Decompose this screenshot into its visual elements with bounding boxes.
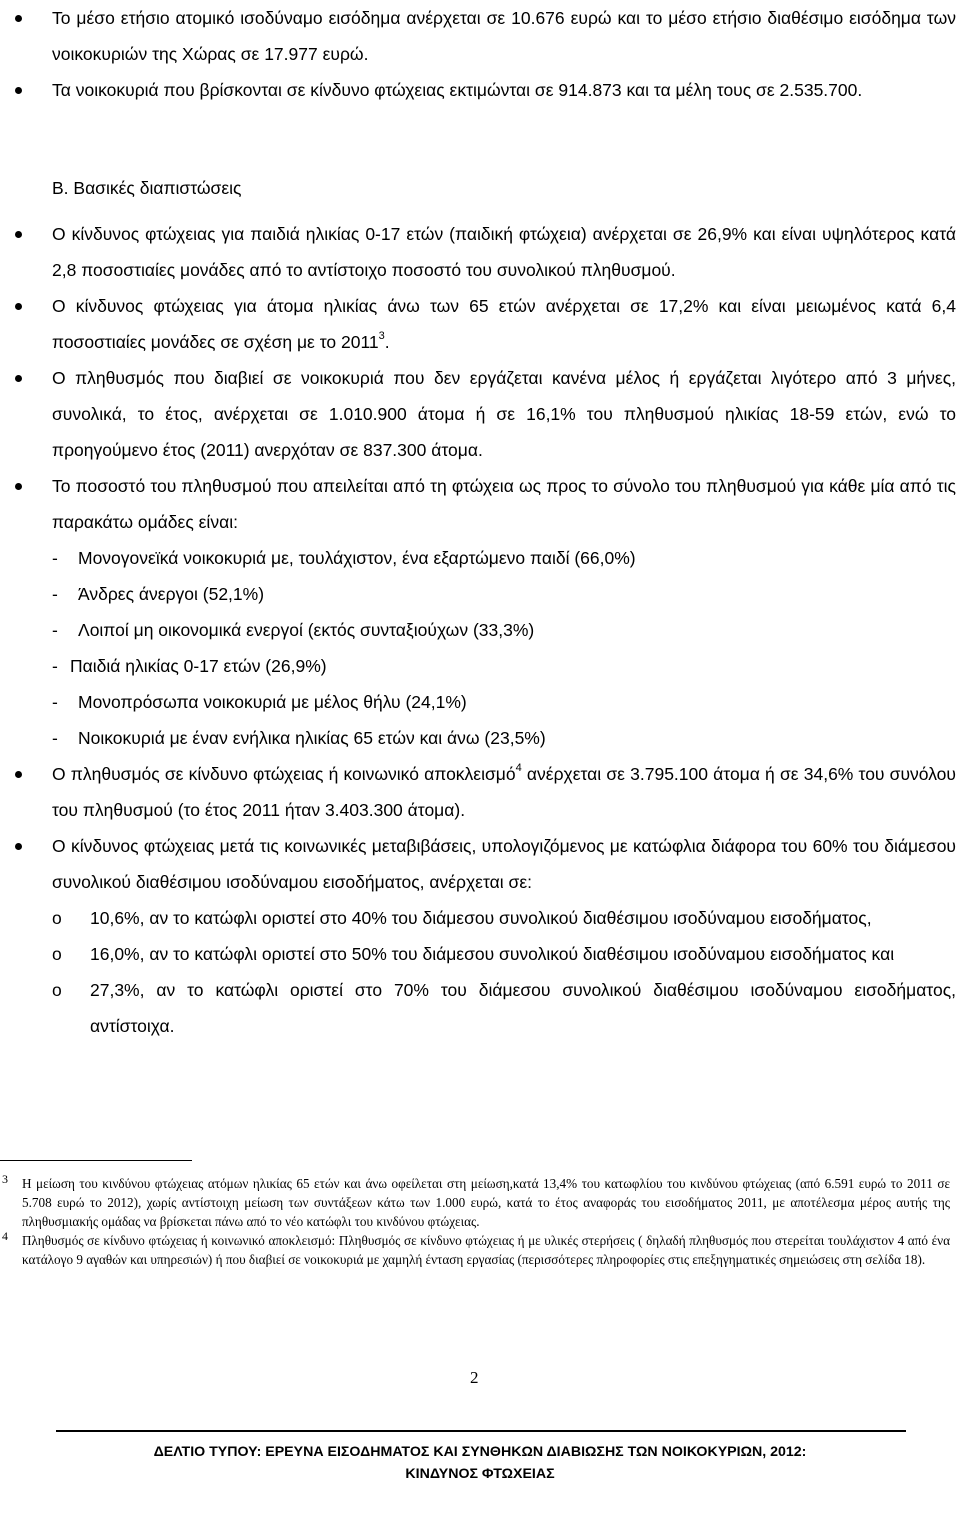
findings-list bbox=[0, 216, 958, 1044]
footer bbox=[0, 1441, 960, 1485]
footer-line-2: ΚΙΝΔΥΝΟΣ ΦΤΩΧΕΙΑΣ bbox=[405, 1466, 555, 1482]
intro-bullet-item bbox=[0, 72, 958, 108]
footnotes bbox=[0, 1174, 950, 1269]
dash-marker: - bbox=[52, 548, 58, 568]
footnote-3 bbox=[0, 1174, 950, 1231]
finding-item bbox=[0, 828, 958, 1044]
group-item bbox=[52, 576, 956, 612]
group-text: Μονοπρόσωπα νοικοκυριά με μέλος θήλυ (24,1%) bbox=[78, 692, 467, 712]
footnote-ref-4[interactable]: 4 bbox=[515, 762, 522, 774]
finding-text: Ο πληθυσμός που διαβιεί σε νοικοκυριά που δεν εργάζεται κανένα μέλος ή εργάζεται λιγότερο από 3 μήνες, συνολικά, το έτος, ανέρχεται σε 1.010.900 άτομα ή σε 16,1% του πληθυσμού ηλικίας 18-59 ετών, ενώ το προηγούμενο έτος (2011) ανερχόταν σε 837.300 άτομα. bbox=[52, 368, 956, 460]
bullet-icon bbox=[15, 843, 22, 850]
finding-text-end: . bbox=[384, 332, 390, 352]
bullet-icon bbox=[15, 375, 22, 382]
footer-line-1: ΔΕΛΤΙΟ ΤΥΠΟΥ: ΕΡΕΥΝΑ ΕΙΣΟΔΗΜΑΤΟΣ ΚΑΙ ΣΥΝΘΗΚΩΝ ΔΙΑΒΙΩΣΗΣ ΤΩΝ ΝΟΙΚΟΚΥΡΙΩΝ, 2012: bbox=[153, 1444, 807, 1460]
circle-marker: o bbox=[52, 944, 62, 964]
bullet-icon bbox=[15, 303, 22, 310]
threshold-item bbox=[52, 972, 956, 1044]
group-text: Παιδιά ηλικίας 0-17 ετών (26,9%) bbox=[70, 656, 327, 676]
circle-marker: o bbox=[52, 908, 62, 928]
finding-text: Ο πληθυσμός σε κίνδυνο φτώχειας ή κοινωνικό αποκλεισμό bbox=[52, 764, 516, 784]
footnote-text: Πληθυσμός σε κίνδυνο φτώχειας ή κοινωνικό αποκλεισμό: Πληθυσμός σε κίνδυνο φτώχειας ή με υλικές στερήσεις ( δηλαδή πληθυσμός που στερείται τουλάχιστον 4 από ένα κατάλογο 9 αγαθών και υπηρεσιών) ή που διαβιεί σε νοικοκυριά με χαμηλή ένταση εργασίας (περισσότερες πληροφορίες στις επεξηγηματικές σημειώσεις στη σελίδα 18). bbox=[22, 1233, 950, 1267]
finding-text: Το ποσοστό του πληθυσμού που απειλείται από τη φτώχεια ως προς το σύνολο του πληθυσμού για κάθε μία από τις παρακάτω ομάδες είναι: bbox=[52, 476, 956, 532]
threshold-item bbox=[52, 936, 956, 972]
finding-text: Ο κίνδυνος φτώχειας για άτομα ηλικίας άνω των 65 ετών ανέρχεται σε 17,2% και είναι μειωμένος κατά 6,4 ποσοστιαίες μονάδες σε σχέση με το 2011 bbox=[52, 296, 956, 352]
finding-item bbox=[0, 216, 958, 288]
dash-marker: - bbox=[52, 584, 58, 604]
section-heading: Β. Βασικές διαπιστώσεις bbox=[52, 178, 242, 198]
group-list bbox=[52, 540, 956, 756]
finding-text: Ο κίνδυνος φτώχειας για παιδιά ηλικίας 0-17 ετών (παιδική φτώχεια) ανέρχεται σε 26,9% και είναι υψηλότερος κατά 2,8 ποσοστιαίες μονάδες από το αντίστοιχο ποσοστό του συνολικού πληθυσμού. bbox=[52, 224, 956, 280]
circle-marker: o bbox=[52, 980, 62, 1000]
dash-marker: - bbox=[52, 656, 58, 676]
finding-item bbox=[0, 756, 958, 828]
finding-text: Ο κίνδυνος φτώχειας μετά τις κοινωνικές μεταβιβάσεις, υπολογιζόμενος με κατώφλια διάφορα του 60% του διάμεσου συνολικού διαθέσιμου ισοδύναμου εισοδήματος, ανέρχεται σε: bbox=[52, 836, 956, 892]
group-item bbox=[52, 540, 956, 576]
footnote-ref-3[interactable]: 3 bbox=[378, 330, 385, 342]
intro-bullet-list bbox=[0, 0, 958, 108]
group-text: Λοιποί μη οικονομικά ενεργοί (εκτός συνταξιούχων (33,3%) bbox=[78, 620, 535, 640]
intro-bullet-item bbox=[0, 0, 958, 72]
threshold-text: 27,3%, αν το κατώφλι οριστεί στο 70% του διάμεσου συνολικού διαθέσιμου ισοδύναμου εισοδήματος, αντίστοιχα. bbox=[90, 980, 956, 1036]
threshold-text: 10,6%, αν το κατώφλι οριστεί στο 40% του διάμεσου συνολικού διαθέσιμου ισοδύναμου εισοδήματος, bbox=[90, 908, 872, 928]
page-number: 2 bbox=[470, 1368, 479, 1387]
group-text: Μονογονεϊκά νοικοκυριά με, τουλάχιστον, ένα εξαρτώμενο παιδί (66,0%) bbox=[78, 548, 636, 568]
finding-item bbox=[0, 468, 958, 756]
finding-text-end: ανέρχεται σε 3.795.100 άτομα ή σε 34,6% του συνόλου του πληθυσμού (το έτος 2011 ήταν 3.403.300 άτομα). bbox=[52, 764, 956, 820]
footnote-text: Η μείωση του κινδύνου φτώχειας ατόμων ηλικίας 65 ετών και άνω οφείλεται στη μείωση,κατά 13,4% του κατωφλίου του κινδύνου φτώχειας (από 6.591 ευρώ το 2011 σε 5.708 ευρώ το 2012), χωρίς αντίστοιχη μείωση των συντάξεων κάτω των 1.000 ευρώ, κατά το έτος αναφοράς του εισοδήματος 2011, με αποτέλεσμα μέρος αυτής της πληθυσμιακής ομάδας να βρίσκεται πάνω από το νέο κατώφλι του κινδύνου φτώχειας. bbox=[22, 1176, 950, 1229]
threshold-text: 16,0%, αν το κατώφλι οριστεί στο 50% του διάμεσου συνολικού διαθέσιμου ισοδύναμου εισοδήματος και bbox=[90, 944, 895, 964]
threshold-item bbox=[52, 900, 956, 936]
group-item bbox=[52, 720, 956, 756]
group-item bbox=[52, 684, 956, 720]
finding-item bbox=[0, 288, 958, 360]
footer-rule bbox=[56, 1430, 906, 1432]
group-text: Άνδρες άνεργοι (52,1%) bbox=[78, 584, 265, 604]
bullet-icon bbox=[15, 87, 22, 94]
finding-item bbox=[0, 360, 958, 468]
footnote-4 bbox=[0, 1231, 950, 1269]
group-item bbox=[52, 612, 956, 648]
dash-marker: - bbox=[52, 692, 58, 712]
threshold-list bbox=[52, 900, 956, 1044]
footnote-number: 4 bbox=[2, 1229, 8, 1243]
bullet-icon bbox=[15, 771, 22, 778]
group-text: Νοικοκυριά με έναν ενήλικα ηλικίας 65 ετών και άνω (23,5%) bbox=[78, 728, 546, 748]
group-item bbox=[52, 648, 956, 684]
bullet-icon bbox=[15, 15, 22, 22]
bullet-icon bbox=[15, 483, 22, 490]
footnote-separator bbox=[0, 1160, 192, 1161]
dash-marker: - bbox=[52, 620, 58, 640]
bullet-icon bbox=[15, 231, 22, 238]
intro-bullet-text: Τα νοικοκυριά που βρίσκονται σε κίνδυνο φτώχειας εκτιμώνται σε 914.873 και τα μέλη τους σε 2.535.700. bbox=[52, 80, 863, 100]
intro-bullet-text: Το μέσο ετήσιο ατομικό ισοδύναμο εισόδημα ανέρχεται σε 10.676 ευρώ και το μέσο ετήσιο διαθέσιμο εισόδημα των νοικοκυριών της Χώρας σε 17.977 ευρώ. bbox=[52, 8, 956, 64]
dash-marker: - bbox=[52, 728, 58, 748]
footnote-number: 3 bbox=[2, 1172, 8, 1186]
